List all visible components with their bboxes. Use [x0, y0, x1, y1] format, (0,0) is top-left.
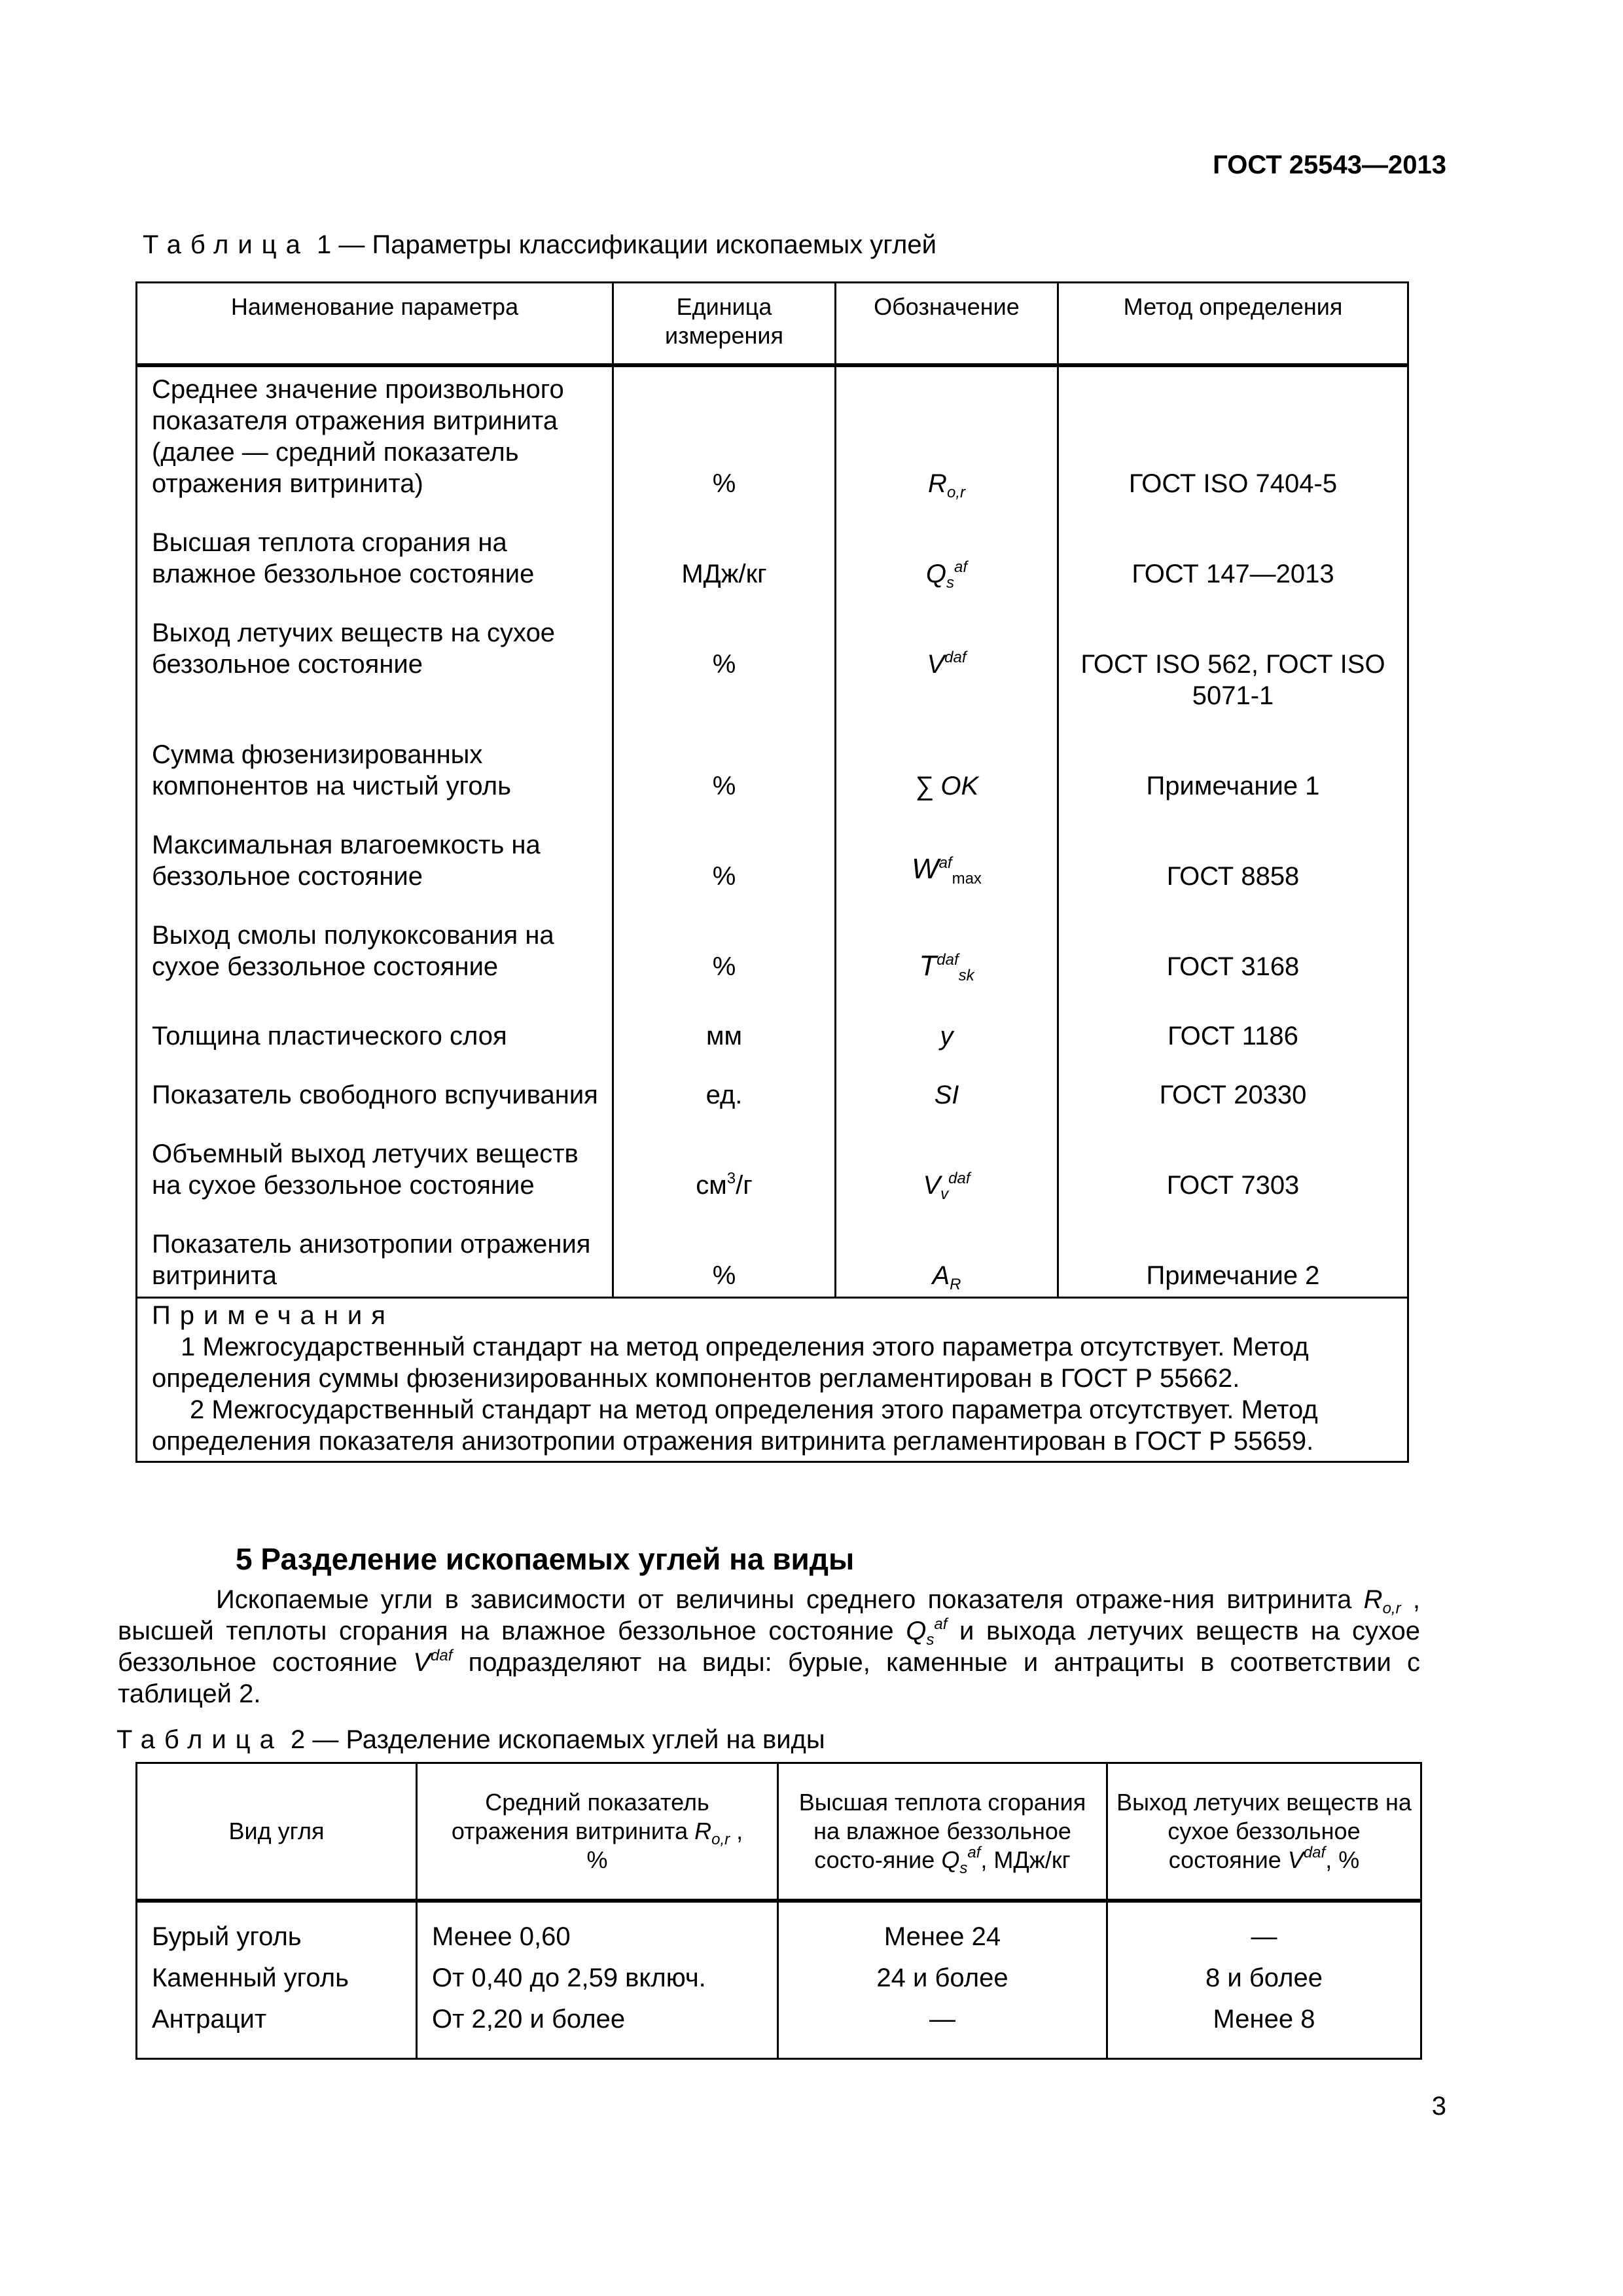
doc-number: ГОСТ 25543—2013: [1213, 151, 1446, 179]
param-unit: %: [613, 365, 836, 499]
table-row: [137, 802, 1408, 892]
volatile-value: —: [1107, 1901, 1421, 1958]
param-unit: %: [613, 711, 836, 802]
reflectance-value: От 2,20 и более: [417, 1999, 778, 2059]
table-row: [137, 982, 1408, 1052]
param-name: Объемный выход летучих веществ на сухое беззольное состояние: [137, 1111, 613, 1201]
param-name: Показатель анизотропии отражения витринита: [137, 1201, 613, 1298]
param-unit: МДж/кг: [613, 499, 836, 590]
table2-header-row: [137, 1763, 1421, 1901]
table-row: [137, 1052, 1408, 1111]
param-name: Среднее значение произвольного показателя отражения витринита (далее — средний показатель отражения витринита): [137, 365, 613, 499]
coal-type: Антрацит: [137, 1999, 417, 2059]
table2-header-type: Вид угля: [137, 1763, 417, 1901]
param-method: ГОСТ 8858: [1058, 802, 1408, 892]
param-method: ГОСТ ISO 562, ГОСТ ISO 5071-1: [1058, 590, 1408, 711]
table1-header-method: Метод определения: [1058, 283, 1408, 366]
param-unit: $см^3/г$: [613, 1111, 836, 1201]
volatile-value: Менее 8: [1107, 1999, 1421, 2059]
param-method: Примечание 1: [1058, 711, 1408, 802]
param-method: ГОСТ 7303: [1058, 1111, 1408, 1201]
table1-notes: [137, 1298, 1408, 1462]
param-name: Высшая теплота сгорания на влажное беззольное состояние: [137, 499, 613, 590]
table1-header-row: [137, 283, 1408, 366]
table-row: [137, 892, 1408, 982]
table-row: [137, 1111, 1408, 1201]
section-5-title: 5 Разделение ископаемых углей на виды: [236, 1542, 855, 1576]
param-method: ГОСТ 20330: [1058, 1052, 1408, 1111]
table-row: [137, 365, 1408, 499]
param-symbol: $V_v^{daf}$: [836, 1111, 1058, 1201]
table-row: [137, 1201, 1408, 1298]
table1-header-symbol: Обозначение: [836, 283, 1058, 366]
page-number: 3: [1431, 2092, 1446, 2121]
param-symbol: $R_{o,r}$: [836, 365, 1058, 499]
param-name: Выход летучих веществ на сухое беззольное состояние: [137, 590, 613, 711]
table-row: [137, 499, 1408, 590]
table-row: [137, 711, 1408, 802]
param-method: ГОСТ 3168: [1058, 892, 1408, 982]
param-symbol: $T^{daf}_{sk}$: [836, 892, 1058, 982]
param-unit: %: [613, 892, 836, 982]
param-symbol: $W^{af}_{max}$: [836, 802, 1058, 892]
param-method: Примечание 2: [1058, 1201, 1408, 1298]
param-symbol: $V^{daf}$: [836, 590, 1058, 711]
table1-caption: Таблица 1 — Параметры классификации ископаемых углей: [143, 230, 936, 259]
table-row: [137, 1958, 1421, 1999]
param-name: Толщина пластического слоя: [137, 982, 613, 1052]
param-symbol: SI: [836, 1052, 1058, 1111]
heat-value: 24 и более: [778, 1958, 1107, 1999]
coal-type: Бурый уголь: [137, 1901, 417, 1958]
table-row: [137, 1999, 1421, 2059]
param-name: Выход смолы полукоксования на сухое беззольное состояние: [137, 892, 613, 982]
section-5-paragraph: Ископаемые угли в зависимости от величины среднего показателя отраже-ния витринита $R_{o,r}$ , высшей теплоты сгорания на влажное беззольное состояние $Q_s^{af}$ и выхода летучих веществ на сухое беззольное состояние $V^{daf}$ подразделяют на виды: бурые, каменные и антрациты в соответствии с таблицей 2.: [118, 1585, 1420, 1708]
param-unit: %: [613, 1201, 836, 1298]
table2-header-heat: Высшая теплота сгорания на влажное беззольное состо-яние $Q_s^{af}$, МДж/кг: [778, 1763, 1107, 1901]
param-unit: мм: [613, 982, 836, 1052]
volatile-value: 8 и более: [1107, 1958, 1421, 1999]
param-method: ГОСТ ISO 7404-5: [1058, 365, 1408, 499]
table2-header-reflectance: Средний показатель отражения витринита $R_{o,r}$ , %: [417, 1763, 778, 1901]
param-unit: %: [613, 590, 836, 711]
param-symbol: $A_R$: [836, 1201, 1058, 1298]
param-name: Максимальная влагоемкость на беззольное состояние: [137, 802, 613, 892]
param-symbol: $Q_s^{af}$: [836, 499, 1058, 590]
reflectance-value: Менее 0,60: [417, 1901, 778, 1958]
table-row: [137, 590, 1408, 711]
reflectance-value: От 0,40 до 2,59 включ.: [417, 1958, 778, 1999]
table1-notes-row: [137, 1298, 1408, 1462]
coal-type: Каменный уголь: [137, 1958, 417, 1999]
table2-caption: Таблица 2 — Разделение ископаемых углей на виды: [116, 1725, 825, 1754]
table-row: [137, 1901, 1421, 1958]
param-unit: %: [613, 802, 836, 892]
param-symbol: y: [836, 982, 1058, 1052]
table2-header-volatile: Выход летучих веществ на сухое беззольное состояние $V^{daf}$, %: [1107, 1763, 1421, 1901]
table1-header-name: Наименование параметра: [137, 283, 613, 366]
table1: [135, 281, 1409, 1463]
heat-value: Менее 24: [778, 1901, 1107, 1958]
param-symbol: ∑ OK: [836, 711, 1058, 802]
table1-header-unit: Единица измерения: [613, 283, 836, 366]
param-method: ГОСТ 147—2013: [1058, 499, 1408, 590]
note-2: 2 Межгосударственный стандарт на метод определения этого параметра отсутствует. Метод определения показателя анизотропии отражения витринита регламентирован в ГОСТ Р 55659.: [152, 1395, 1318, 1456]
table2: [135, 1762, 1422, 2060]
heat-value: —: [778, 1999, 1107, 2059]
param-method: ГОСТ 1186: [1058, 982, 1408, 1052]
notes-title: Примечания: [152, 1301, 395, 1330]
note-1: 1 Межгосударственный стандарт на метод определения этого параметра отсутствует. Метод определения суммы фюзенизированных компонентов регламентирован в ГОСТ Р 55662.: [152, 1333, 1309, 1393]
param-unit: ед.: [613, 1052, 836, 1111]
param-name: Показатель свободного вспучивания: [137, 1052, 613, 1111]
param-name: Сумма фюзенизированных компонентов на чистый уголь: [137, 711, 613, 802]
